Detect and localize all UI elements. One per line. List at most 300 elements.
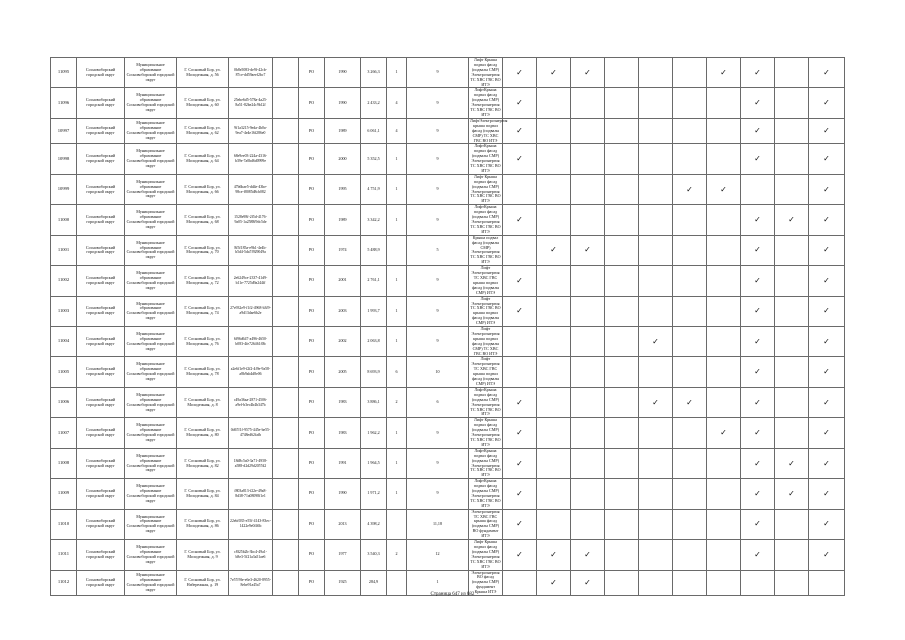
table-row	[51, 418, 845, 448]
check-cell	[605, 509, 639, 539]
works-cell: Лифт Крыша подвал фасад (подвалы СМР) Электроэнергия ТС ХВС ГВС ВО ИТЭ	[470, 173, 501, 204]
row-id: 11095	[51, 58, 77, 88]
district-cell: Сосновоборский городской округ	[77, 88, 125, 118]
ownership-form-cell: РО	[299, 479, 325, 509]
check-cell	[639, 296, 673, 326]
works-cell: Лифт Электроэнергия крыша подвал фасад (подвалы СМР) ТС ХВС ГВС ВО ИТЭ	[469, 327, 503, 357]
district-cell: Сосновоборский городской округ	[77, 357, 125, 387]
check-cell	[673, 357, 707, 387]
check-cell	[537, 118, 571, 144]
check-cell	[605, 174, 639, 204]
address-cell: Г. Сосновый Бор, ул. Набережная, д. 19	[177, 570, 229, 596]
area-cell: 1 962,2	[361, 418, 387, 448]
check-cell	[673, 418, 707, 448]
check-cell	[537, 387, 571, 417]
checkmark-icon: ✓	[823, 126, 830, 136]
year-cell: 2000	[325, 144, 361, 174]
check-cell	[775, 540, 809, 570]
works-cell: ЛифтКрыша подвал фасад (подвалы СМР) Электроэнергия ТС ХВС ГВС ВО ИТЭ	[470, 143, 501, 173]
entrances-cell: 1	[387, 174, 407, 204]
empty-cell	[273, 144, 299, 174]
area-cell: 5 488,9	[361, 235, 387, 265]
address-cell: Г. Сосновый Бор, ул. Молодежная, д. 72	[177, 266, 229, 296]
check-cell	[503, 205, 537, 235]
checkmark-icon: ✓	[754, 488, 761, 498]
check-cell	[503, 509, 537, 539]
check-cell	[605, 58, 639, 88]
check-cell	[673, 88, 707, 118]
year-cell: 1990	[325, 58, 361, 88]
check-cell	[639, 205, 673, 235]
works-cell: ЛифтЭлектроэнергия крыша подвал фасад (подвалы СМР) ТС ХВС ГВС ВО ИТЭ	[470, 117, 508, 143]
check-cell	[537, 357, 571, 387]
check-cell	[639, 327, 673, 357]
check-cell	[571, 296, 605, 326]
ownership-form-cell: РО	[299, 205, 325, 235]
check-cell	[571, 118, 605, 144]
check-cell	[537, 296, 571, 326]
check-cell	[503, 479, 537, 509]
floors-cell: 9	[407, 296, 469, 326]
entrances-cell	[387, 509, 407, 539]
check-cell	[503, 266, 537, 296]
checkmark-icon: ✓	[516, 154, 523, 164]
area-cell: 3 342,2	[361, 205, 387, 235]
guid-cell: f803a813-f22e-49a8-8d38-71a08098f1e1	[229, 479, 273, 509]
row-id: 11010	[51, 509, 77, 539]
row-id: 11012	[51, 570, 77, 596]
checkmark-icon: ✓	[720, 67, 727, 77]
empty-cell	[273, 357, 299, 387]
check-cell	[673, 118, 707, 144]
check-cell	[639, 266, 673, 296]
empty-cell	[273, 88, 299, 118]
checkmark-icon: ✓	[754, 336, 761, 346]
floors-cell: 5	[407, 235, 469, 265]
empty-cell	[273, 448, 299, 478]
year-cell: 2005	[325, 357, 361, 387]
checkmark-icon: ✓	[788, 458, 795, 468]
check-cell	[741, 58, 775, 88]
ownership-form-cell: РО	[299, 58, 325, 88]
year-cell: 1974	[325, 235, 361, 265]
entrances-cell: 4	[387, 118, 407, 144]
check-cell	[707, 357, 741, 387]
check-cell	[639, 235, 673, 265]
checkmark-icon: ✓	[652, 397, 659, 407]
address-cell: Г. Сосновый Бор, ул. Молодежная, д. 64	[177, 144, 229, 174]
works-cell: Лифт Крыша подвал фасад (подвалы СМР) Электроэнергия ТС ХВС ГВС ВО ИТЭ	[470, 539, 501, 569]
table-row	[51, 88, 845, 118]
check-cell	[775, 296, 809, 326]
housing-registry-table	[50, 57, 845, 596]
row-id: 11003	[51, 296, 77, 326]
check-cell	[571, 235, 605, 265]
row-id: 11004	[51, 327, 77, 357]
guid-cell: 68e9ee03-224a-4316-b39e-7a0bd6d0999e	[229, 144, 273, 174]
address-cell: Г. Сосновый Бор, ул. Молодежная, д. 74	[177, 296, 229, 326]
floors-cell: 10	[407, 357, 469, 387]
check-cell	[605, 479, 639, 509]
municipality-cell: Муниципальное образование Сосновоборский городской округ	[125, 540, 177, 570]
entrances-cell: 1	[387, 266, 407, 296]
check-cell	[707, 88, 741, 118]
checkmark-icon: ✓	[754, 126, 761, 136]
check-cell	[571, 266, 605, 296]
year-cell: 1991	[325, 448, 361, 478]
entrances-cell: 1	[387, 448, 407, 478]
check-cell	[741, 509, 775, 539]
area-cell: 8 693,9	[361, 357, 387, 387]
entrances-cell: 1	[387, 144, 407, 174]
works-cell: ЛифтКрыша подвал фасад (подвалы СМР) Электроэнергия ТС ХВС ГВС ВО ИТЭ	[470, 386, 501, 417]
checkmark-icon: ✓	[754, 458, 761, 468]
check-cell	[571, 540, 605, 570]
check-cell	[605, 418, 639, 448]
check-cell	[503, 540, 537, 570]
check-cell	[741, 174, 775, 204]
year-cell: 1995	[325, 174, 361, 204]
works-cell: Лифт Крыша подвал фасад (подвалы СМР) Электроэнергия ТС ХВС ГВС ВО ИТЭ	[470, 57, 501, 87]
check-cell	[503, 296, 537, 326]
area-cell: 1 993,7	[361, 296, 387, 326]
checkmark-icon: ✓	[550, 549, 557, 559]
address-cell: Г. Сосновый Бор, ул. Молодежная, д. 68	[177, 205, 229, 235]
guid-cell: a2e6f1e9-f2f2-4f9e-9a58-a8b9ab4d8e06	[229, 357, 273, 387]
check-cell	[673, 174, 707, 204]
works-cell: ЛифтКрыша подвал фасад (подвалы СМР) Электроэнергия ТС ХВС ГВС ВО ИТЭ	[470, 478, 501, 508]
ownership-form-cell: РО	[299, 118, 325, 144]
ownership-form-cell: РО	[299, 174, 325, 204]
floors-cell: 9	[407, 88, 469, 118]
checkmark-icon: ✓	[823, 215, 830, 224]
empty-cell	[273, 327, 299, 357]
district-cell: Сосновоборский городской округ	[77, 296, 125, 326]
municipality-cell: Муниципальное образование Сосновоборский городской округ	[125, 448, 177, 478]
floors-cell: 9	[407, 118, 469, 144]
guid-cell: 7e57f9fe-e6e3-4620-8955-8ebe91a45a7	[229, 570, 273, 596]
check-cell	[639, 118, 673, 144]
check-cell	[503, 387, 537, 417]
checkmark-icon: ✓	[516, 488, 523, 498]
check-cell	[707, 118, 741, 144]
page-footer: Страница 647 из 682	[430, 592, 475, 597]
municipality-cell: Муниципальное образование Сосновоборский городской округ	[125, 144, 177, 174]
check-cell	[639, 88, 673, 118]
check-cell	[809, 296, 845, 326]
guid-cell: c8f25b2b-3bc4-49a1-b8e3-5f21a3a51ae6	[229, 540, 273, 570]
check-cell	[537, 174, 571, 204]
row-id: 11006	[51, 387, 77, 417]
year-cell: 2001	[325, 266, 361, 296]
address-cell: Г. Сосновый Бор, ул. Молодежная, д. 70	[177, 235, 229, 265]
check-cell	[741, 88, 775, 118]
table-row	[51, 58, 845, 88]
check-cell	[741, 387, 775, 417]
check-cell	[775, 235, 809, 265]
check-cell	[605, 327, 639, 357]
year-cell: 1983	[325, 387, 361, 417]
district-cell: Сосновоборский городской округ	[77, 205, 125, 235]
check-cell	[809, 387, 845, 417]
district-cell: Сосновоборский городской округ	[77, 266, 125, 296]
table-row	[51, 174, 845, 204]
checkmark-icon: ✓	[516, 306, 523, 316]
address-cell: Г. Сосновый Бор, ул. Молодежная, д. 82	[177, 448, 229, 478]
guid-cell: 22ebf035-e55f-4143-83ec-1422e9e0f46b	[229, 509, 273, 539]
municipality-cell: Муниципальное образование Сосновоборский городской округ	[125, 88, 177, 118]
checkmark-icon: ✓	[584, 67, 591, 77]
works-cell: ЛифтКрыша подвал фасад (подвалы СМР) Электроэнергия ТС ХВС ГВС ВО ИТЭ	[470, 87, 501, 117]
area-cell: 1 971,2	[361, 479, 387, 509]
ownership-form-cell: РО	[299, 387, 325, 417]
checkmark-icon: ✓	[720, 184, 727, 194]
floors-cell: 9	[407, 58, 469, 88]
check-cell	[775, 418, 809, 448]
municipality-cell: Муниципальное образование Сосновоборский городской округ	[125, 174, 177, 204]
works-cell: ЛифтКрыша подвал фасад (подвалы СМР) Электроэнергия ТС ХВС ГВС ВО ИТЭ	[470, 447, 501, 478]
check-cell	[503, 58, 537, 88]
check-cell	[809, 205, 845, 235]
area-cell: 3 540,3	[361, 540, 387, 570]
checkmark-icon: ✓	[823, 367, 830, 377]
table-row	[51, 144, 845, 174]
check-cell	[537, 144, 571, 174]
district-cell: Сосновоборский городской округ	[77, 144, 125, 174]
area-cell: 1 964,5	[361, 448, 387, 478]
guid-cell: 9f1a3215-9eda-4b0a-9ea7-4e4e16f286e0	[229, 118, 273, 144]
ownership-form-cell: РО	[299, 357, 325, 387]
district-cell: Сосновоборский городской округ	[77, 174, 125, 204]
check-cell	[775, 448, 809, 478]
district-cell: Сосновоборский городской округ	[77, 58, 125, 88]
check-cell	[537, 540, 571, 570]
checkmark-icon: ✓	[652, 336, 659, 346]
check-cell	[673, 266, 707, 296]
checkmark-icon: ✓	[516, 428, 523, 438]
checkmark-icon: ✓	[584, 577, 591, 587]
guid-cell: 8f5f185a-e9b1-4e4b-b5d4-5da7f929049a	[229, 235, 273, 265]
check-cell	[673, 540, 707, 570]
checkmark-icon: ✓	[516, 458, 523, 468]
municipality-cell: Муниципальное образование Сосновоборский городской округ	[125, 296, 177, 326]
check-cell	[775, 118, 809, 144]
check-cell	[571, 144, 605, 174]
check-cell	[503, 88, 537, 118]
guid-cell: 25ebe6d5-578a-4a25-8a51-82be24c9b12f	[229, 88, 273, 118]
empty-cell	[273, 418, 299, 448]
row-id: 11007	[51, 418, 77, 448]
entrances-cell: 2	[387, 540, 407, 570]
checkmark-icon: ✓	[584, 245, 591, 255]
check-cell	[809, 174, 845, 204]
check-cell	[639, 144, 673, 174]
ownership-form-cell: РО	[299, 235, 325, 265]
municipality-cell: Муниципальное образование Сосновоборский городской округ	[125, 357, 177, 387]
check-cell	[775, 205, 809, 235]
table-row	[51, 235, 845, 265]
check-cell	[571, 174, 605, 204]
check-cell	[809, 418, 845, 448]
area-cell: 3 266,3	[361, 58, 387, 88]
row-id: 11011	[51, 540, 77, 570]
checkmark-icon: ✓	[754, 519, 761, 529]
row-id: 11009	[51, 479, 77, 509]
check-cell	[537, 266, 571, 296]
check-cell	[707, 448, 741, 478]
check-cell	[809, 540, 845, 570]
table-row	[51, 327, 845, 357]
check-cell	[605, 118, 639, 144]
checkmark-icon: ✓	[754, 306, 761, 316]
table-row	[51, 266, 845, 296]
area-cell: 2 433,2	[361, 88, 387, 118]
row-id: 11000	[51, 205, 77, 235]
check-cell	[707, 418, 741, 448]
check-cell	[537, 479, 571, 509]
check-cell	[639, 418, 673, 448]
ownership-form-cell: РО	[299, 540, 325, 570]
municipality-cell: Муниципальное образование Сосновоборский городской округ	[125, 327, 177, 357]
check-cell	[537, 88, 571, 118]
check-cell	[605, 88, 639, 118]
ownership-form-cell: РО	[299, 509, 325, 539]
checkmark-icon: ✓	[516, 275, 523, 285]
check-cell	[809, 448, 845, 478]
check-cell	[809, 58, 845, 88]
checkmark-icon: ✓	[754, 275, 761, 285]
checkmark-icon: ✓	[550, 245, 557, 255]
area-cell: 2 063,8	[361, 327, 387, 357]
checkmark-icon: ✓	[823, 98, 830, 108]
year-cell: 1990	[325, 479, 361, 509]
check-cell	[503, 418, 537, 448]
floors-cell: 9	[407, 327, 469, 357]
row-id: 11005	[51, 357, 77, 387]
district-cell: Сосновоборский городской округ	[77, 235, 125, 265]
check-cell	[537, 418, 571, 448]
check-cell	[571, 205, 605, 235]
table-row	[51, 509, 845, 539]
empty-cell	[273, 235, 299, 265]
check-cell	[707, 479, 741, 509]
district-cell: Сосновоборский городской округ	[77, 327, 125, 357]
check-cell	[639, 387, 673, 417]
check-cell	[639, 509, 673, 539]
check-cell	[605, 144, 639, 174]
floors-cell: 9	[407, 266, 469, 296]
check-cell	[809, 509, 845, 539]
address-cell: Г. Сосновый Бор, ул. Молодежная, д. 56	[177, 58, 229, 88]
check-cell	[605, 357, 639, 387]
district-cell: Сосновоборский городской округ	[77, 118, 125, 144]
check-cell	[639, 540, 673, 570]
table-row	[51, 118, 845, 144]
check-cell	[707, 540, 741, 570]
municipality-cell: Муниципальное образование Сосновоборский городской округ	[125, 509, 177, 539]
year-cell: 1990	[325, 88, 361, 118]
check-cell	[775, 58, 809, 88]
works-cell: Электроэнергия ТС ХВС ГВС крыша фасад (подвалы СМР) ВО фундамент ИТЭ	[469, 509, 503, 539]
check-cell	[707, 387, 741, 417]
checkmark-icon: ✓	[754, 98, 761, 108]
district-cell: Сосновоборский городской округ	[77, 540, 125, 570]
entrances-cell: 1	[387, 296, 407, 326]
empty-cell	[273, 58, 299, 88]
guid-cell: 27e932e9-f1f2-4968-b3f9-a9d13dae6b2e	[229, 296, 273, 326]
check-cell	[639, 58, 673, 88]
checkmark-icon: ✓	[823, 336, 830, 346]
row-id: 11096	[51, 88, 77, 118]
check-cell	[809, 266, 845, 296]
works-cell: Лифт Электроэнергия ТС ХВС ГВС крыша подвал фасад (подвалы СМР) ИТЭ	[469, 266, 503, 296]
check-cell	[673, 144, 707, 174]
check-cell	[605, 205, 639, 235]
table-row	[51, 448, 845, 478]
checkmark-icon: ✓	[550, 577, 557, 587]
check-cell	[741, 357, 775, 387]
checkmark-icon: ✓	[686, 184, 693, 194]
address-cell: Г. Сосновый Бор, ул. Молодежная, д. 80	[177, 418, 229, 448]
address-cell: Г. Сосновый Бор, ул. Молодежная, д. 78	[177, 357, 229, 387]
check-cell	[775, 479, 809, 509]
check-cell	[537, 509, 571, 539]
check-cell	[673, 479, 707, 509]
check-cell	[571, 418, 605, 448]
works-cell: ЛифтКрыша подвал фасад (подвалы СМР) Электроэнергия ТС ХВС ГВС ВО ИТЭ	[470, 204, 501, 234]
check-cell	[571, 327, 605, 357]
check-cell	[503, 448, 537, 478]
table-row	[51, 205, 845, 235]
guid-cell: 6f96d647-a496-4650-b083-4fe726461f0b	[229, 327, 273, 357]
ownership-form-cell: РО	[299, 144, 325, 174]
entrances-cell: 2	[387, 387, 407, 417]
empty-cell	[273, 387, 299, 417]
municipality-cell: Муниципальное образование Сосновоборский городской округ	[125, 118, 177, 144]
check-cell	[809, 327, 845, 357]
check-cell	[707, 327, 741, 357]
ownership-form-cell: РО	[299, 266, 325, 296]
works-cell: Лифт Электроэнергия ТС ХВС ГВС крыша подвал фасад (подвалы СМР) ИТЭ	[469, 357, 503, 387]
check-cell	[775, 174, 809, 204]
floors-cell: 6	[407, 387, 469, 417]
ownership-form-cell: РО	[299, 418, 325, 448]
entrances-cell: 6	[387, 357, 407, 387]
checkmark-icon: ✓	[720, 428, 727, 438]
checkmark-icon: ✓	[823, 428, 830, 438]
checkmark-icon: ✓	[823, 184, 830, 194]
check-cell	[605, 296, 639, 326]
check-cell	[741, 448, 775, 478]
check-cell	[537, 58, 571, 88]
check-cell	[571, 479, 605, 509]
floors-cell: 9	[407, 144, 469, 174]
checkmark-icon: ✓	[754, 215, 761, 224]
check-cell	[809, 479, 845, 509]
municipality-cell: Муниципальное образование Сосновоборский городской округ	[125, 479, 177, 509]
check-cell	[503, 357, 537, 387]
entrances-cell: 4	[387, 88, 407, 118]
check-cell	[503, 327, 537, 357]
ownership-form-cell: РО	[299, 570, 325, 596]
check-cell	[673, 509, 707, 539]
check-cell	[571, 88, 605, 118]
area-cell: 284,9	[361, 570, 387, 596]
checkmark-icon: ✓	[823, 275, 830, 285]
check-cell	[775, 387, 809, 417]
checkmark-icon: ✓	[516, 549, 523, 559]
checkmark-icon: ✓	[754, 154, 761, 164]
